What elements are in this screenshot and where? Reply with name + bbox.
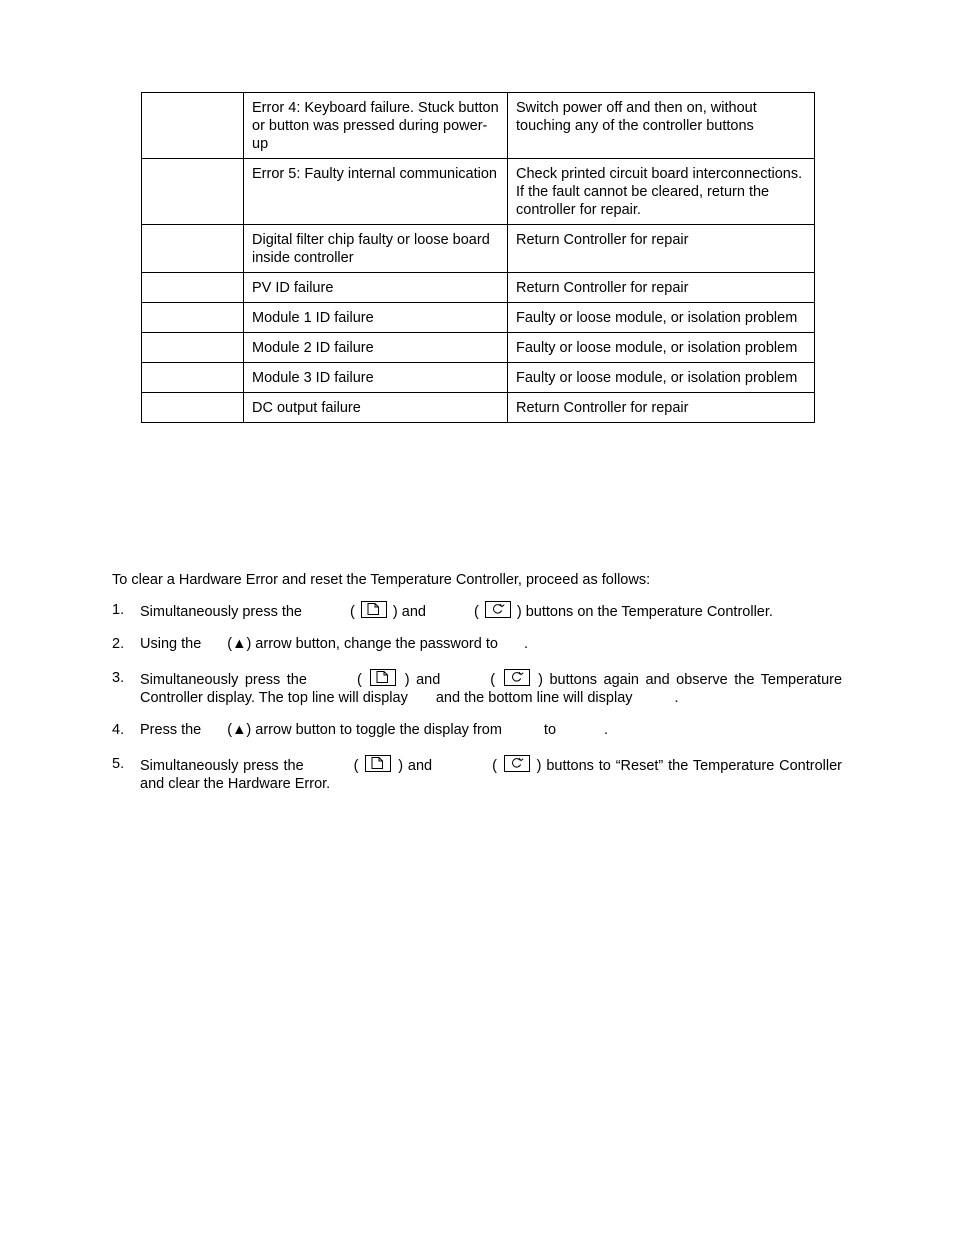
step-3: 3. Simultaneously press the ( ) and ( ) buttons again and observe the Temperature Controller display. The top line will display and the bottom line will display . (112, 670, 843, 706)
step-5: 5. Simultaneously press the ( ) and ( ) buttons to “Reset” the Temperature Controller and clear the Hardware Error. (112, 756, 842, 792)
error-table-body (142, 93, 815, 423)
error-description-cell: DC output failure (244, 393, 508, 423)
page-icon (365, 755, 391, 772)
table-row (142, 363, 815, 393)
error-description-cell: PV ID failure (244, 273, 508, 303)
scroll-icon (504, 755, 530, 772)
page-icon (370, 669, 396, 686)
step-4: 4. Press the (▲) arrow button to toggle the display from to . (112, 722, 609, 738)
step-2: 2. Using the (▲) arrow button, change the password to . (112, 636, 528, 652)
step-number: 4. (112, 722, 125, 738)
corrective-action-cell: Faulty or loose module, or isolation problem (508, 303, 815, 333)
corrective-action-cell: Faulty or loose module, or isolation problem (508, 363, 815, 393)
error-code-cell (142, 273, 244, 303)
step-number: 2. (112, 636, 125, 652)
table-row (142, 303, 815, 333)
corrective-action-cell: Return Controller for repair (508, 393, 815, 423)
table-row (142, 225, 815, 273)
table-row (142, 393, 815, 423)
error-description-cell: Digital filter chip faulty or loose board inside controller (244, 225, 508, 273)
table-row (142, 159, 815, 225)
error-code-cell (142, 225, 244, 273)
corrective-action-cell: Faulty or loose module, or isolation problem (508, 333, 815, 363)
error-description-cell: Module 2 ID failure (244, 333, 508, 363)
error-code-cell (142, 333, 244, 363)
error-code-cell (142, 303, 244, 333)
error-code-cell (142, 93, 244, 159)
hardware-error-table (141, 92, 815, 423)
error-description-cell: Error 5: Faulty internal communication (244, 159, 508, 225)
scroll-icon (485, 601, 511, 618)
step-number: 3. (112, 670, 125, 686)
table-row (142, 93, 815, 159)
corrective-action-cell: Return Controller for repair (508, 225, 815, 273)
error-code-cell (142, 363, 244, 393)
error-description-cell: Error 4: Keyboard failure. Stuck button or button was pressed during power-up (244, 93, 508, 159)
page-icon (361, 601, 387, 618)
corrective-action-cell: Switch power off and then on, without touching any of the controller buttons (508, 93, 815, 159)
error-description-cell: Module 1 ID failure (244, 303, 508, 333)
step-number: 1. (112, 602, 125, 618)
scroll-icon (504, 669, 530, 686)
corrective-action-cell: Return Controller for repair (508, 273, 815, 303)
error-description-cell: Module 3 ID failure (244, 363, 508, 393)
error-code-cell (142, 159, 244, 225)
procedure-intro: To clear a Hardware Error and reset the Temperature Controller, proceed as follows: (112, 572, 651, 588)
step-1: 1. Simultaneously press the ( ) and ( ) buttons on the Temperature Controller. (112, 602, 773, 620)
table-row (142, 273, 815, 303)
corrective-action-cell: Check printed circuit board interconnections. If the fault cannot be cleared, return the controller for repair. (508, 159, 815, 225)
procedure-steps (112, 601, 842, 793)
step-number: 5. (112, 756, 125, 772)
error-code-cell (142, 393, 244, 423)
table-row (142, 333, 815, 363)
